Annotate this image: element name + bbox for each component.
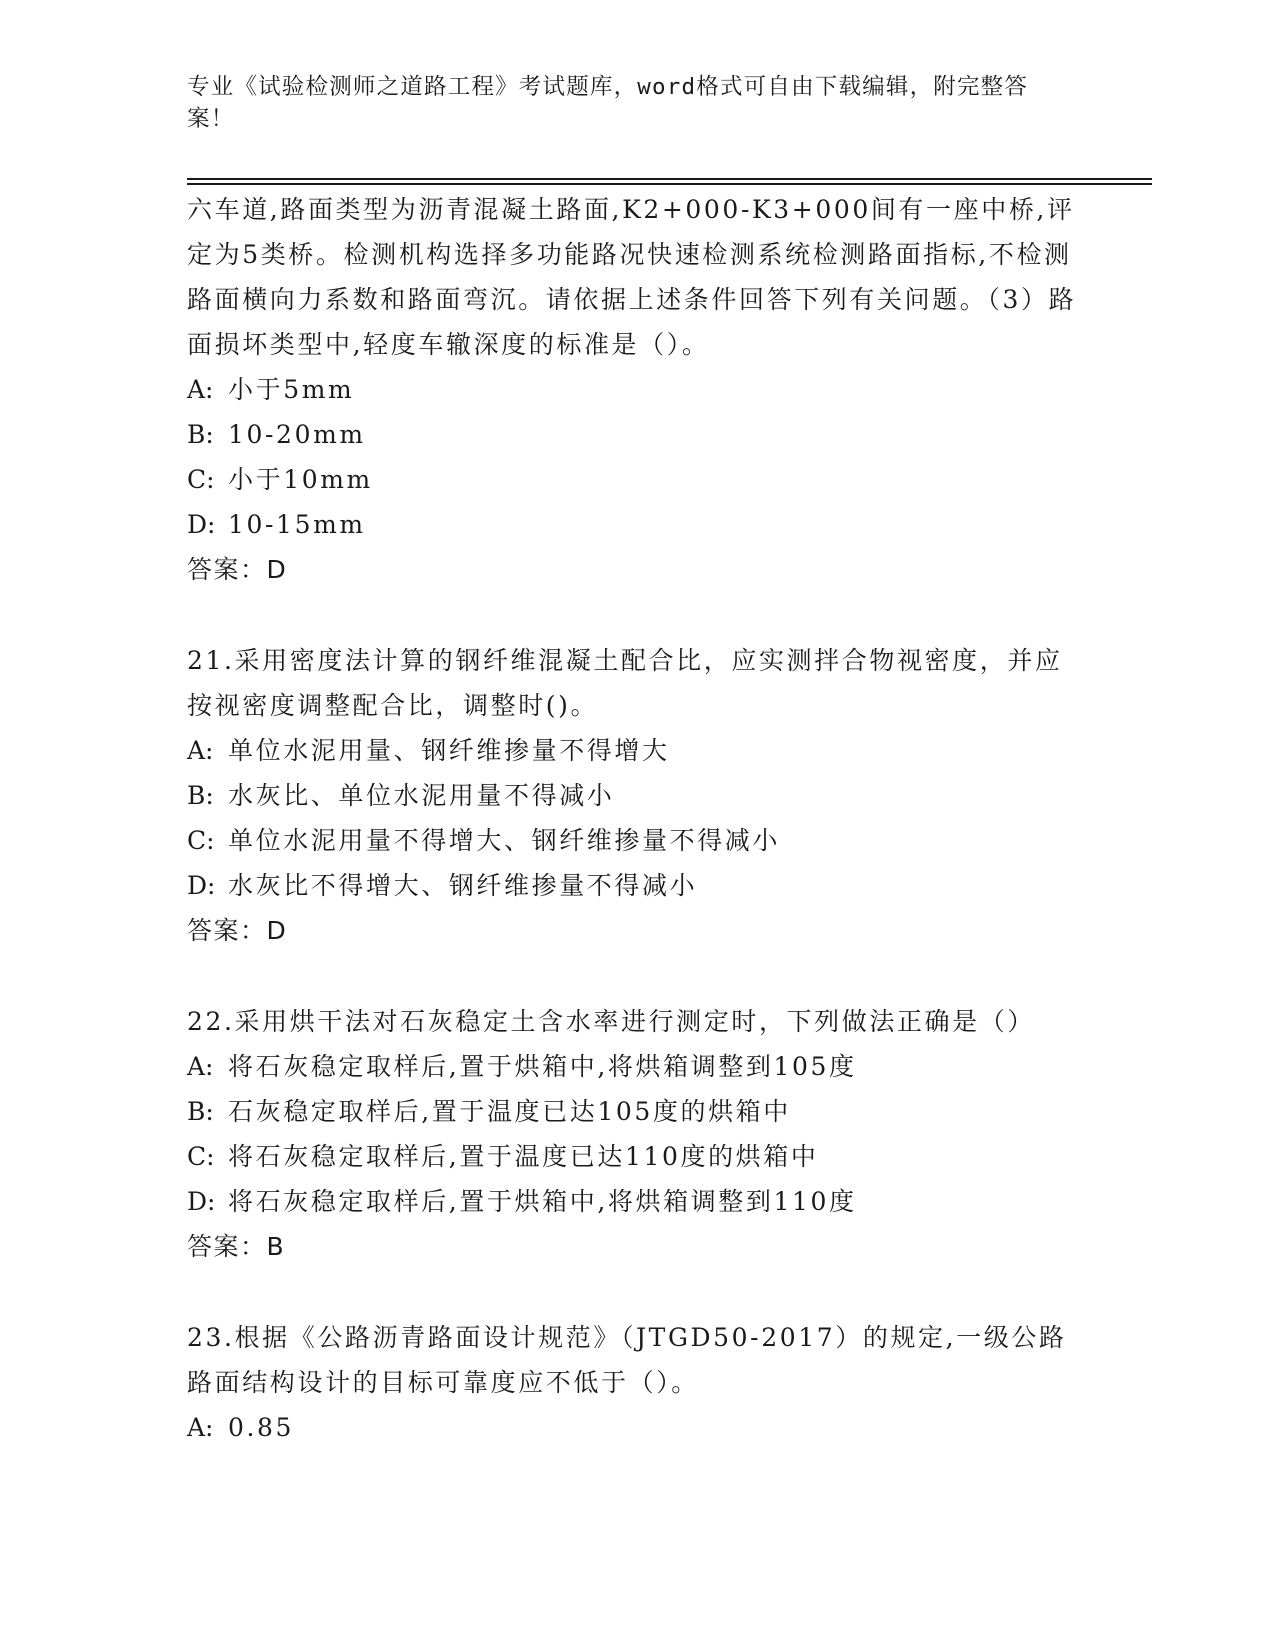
option-letter: A: (187, 1413, 214, 1442)
question-stem: 23.根据《公路沥青路面设计规范》（JTGD50-2017）的规定,一级公路路面结构设计的目标可靠度应不低于（）。 (187, 1323, 1067, 1397)
option-a (187, 367, 1087, 412)
option-text: 水灰比不得增大、钢纤维掺量不得减小 (228, 871, 698, 900)
question-stem: 21.采用密度法计算的钢纤维混凝土配合比，应实测拌合物视密度，并应按视密度调整配合比，调整时()。 (187, 646, 1063, 720)
option-text: 将石灰稳定取样后,置于烘箱中,将烘箱调整到110度 (228, 1187, 857, 1216)
option-a (187, 728, 1087, 773)
option-b (187, 1089, 1087, 1134)
option-a (187, 1405, 1087, 1450)
answer-line: 答案：B (187, 1232, 286, 1261)
option-d (187, 502, 1087, 547)
option-text: 小于10mm (228, 465, 373, 494)
option-text: 将石灰稳定取样后,置于烘箱中,将烘箱调整到105度 (228, 1052, 857, 1081)
option-b (187, 412, 1087, 457)
option-letter: A: (187, 375, 214, 404)
question-block (187, 187, 1087, 592)
option-text: 0.85 (228, 1413, 295, 1442)
header-divider-top (187, 178, 1152, 180)
option-letter: B: (187, 781, 214, 810)
option-letter: C: (187, 826, 215, 855)
option-text: 10-20mm (228, 420, 366, 449)
question-list (187, 187, 1087, 1450)
option-d (187, 1179, 1087, 1224)
option-letter: D: (187, 510, 216, 539)
option-letter: A: (187, 1052, 214, 1081)
option-letter: B: (187, 1097, 214, 1126)
option-d (187, 863, 1087, 908)
option-text: 10-15mm (228, 510, 366, 539)
option-c (187, 457, 1087, 502)
document-header (187, 71, 1067, 135)
option-b (187, 773, 1087, 818)
option-a (187, 1044, 1087, 1089)
option-c (187, 818, 1087, 863)
option-text: 将石灰稳定取样后,置于温度已达110度的烘箱中 (228, 1142, 819, 1171)
option-letter: D: (187, 871, 216, 900)
option-text: 石灰稳定取样后,置于温度已达105度的烘箱中 (228, 1097, 791, 1126)
option-letter: D: (187, 1187, 216, 1216)
header-divider-bottom (187, 183, 1152, 185)
option-c (187, 1134, 1087, 1179)
option-letter: C: (187, 465, 215, 494)
question-block (187, 638, 1087, 953)
option-text: 单位水泥用量不得增大、钢纤维掺量不得减小 (228, 826, 781, 855)
option-letter: B: (187, 420, 214, 449)
spacer (187, 953, 1087, 999)
option-text: 单位水泥用量、钢纤维掺量不得增大 (228, 736, 670, 765)
spacer (187, 1269, 1087, 1315)
answer-line: 答案：D (187, 916, 288, 945)
spacer (187, 592, 1087, 638)
question-block (187, 999, 1087, 1269)
option-letter: C: (187, 1142, 215, 1171)
option-letter: A: (187, 736, 214, 765)
question-block (187, 1315, 1087, 1450)
answer-line: 答案：D (187, 555, 288, 584)
question-stem: 六车道,路面类型为沥青混凝土路面,K2+000-K3+000间有一座中桥,评定为5类桥。检测机构选择多功能路况快速检测系统检测路面指标,不检测路面横向力系数和路面弯沉。请依据上述条件回答下列有关问题。（3）路面损坏类型中,轻度车辙深度的标准是（）。 (187, 195, 1077, 359)
question-stem: 22.采用烘干法对石灰稳定土含水率进行测定时，下列做法正确是（） (187, 1007, 1035, 1036)
option-text: 水灰比、单位水泥用量不得减小 (228, 781, 615, 810)
header-text: 专业《试验检测师之道路工程》考试题库，word格式可自由下载编辑，附完整答案！ (187, 74, 1029, 132)
option-text: 小于5mm (228, 375, 355, 404)
